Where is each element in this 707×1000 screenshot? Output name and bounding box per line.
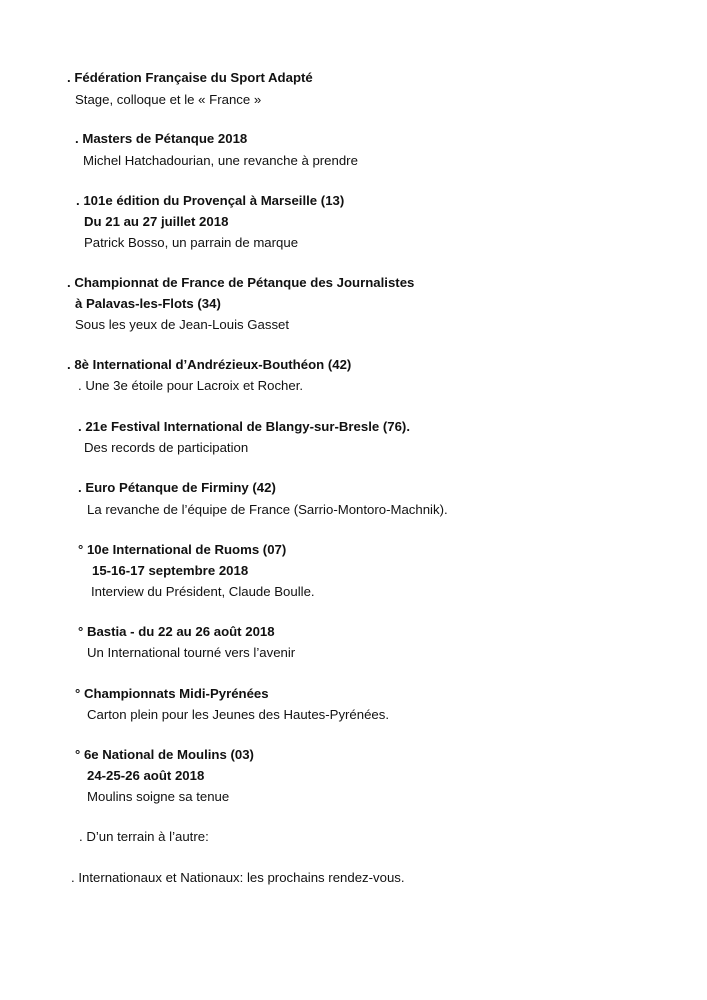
entry-description: Michel Hatchadourian, une revanche à prendre [83,153,358,168]
entry-description: Des records de participation [84,440,249,455]
entry-description: Carton plein pour les Jeunes des Hautes-Pyrénées. [87,707,390,722]
entry-description: Un International tourné vers l’avenir [87,645,296,660]
entry-description: Moulins soigne sa tenue [87,789,230,804]
section-heading: . Internationaux et Nationaux: les prochains rendez-vous. [71,870,405,885]
entry-title: . Championnat de France de Pétanque des Journalistes [67,275,415,290]
entry-description: . Une 3e étoile pour Lacroix et Rocher. [78,378,304,393]
entry-title: ° Championnats Midi-Pyrénées [75,686,269,701]
entry-dates: 15-16-17 septembre 2018 [92,563,249,578]
entry-title: . Masters de Pétanque 2018 [75,131,248,146]
entry-title: ° 10e International de Ruoms (07) [78,542,287,557]
entry-description: La revanche de l’équipe de France (Sarrio-Montoro-Machnik). [87,502,448,517]
entry-dates: 24-25-26 août 2018 [87,768,205,783]
entry-title: . 101e édition du Provençal à Marseille (13) [76,193,345,208]
entry-title-continued: à Palavas-les-Flots (34) [75,296,221,311]
entry-title: . 8è International d’Andrézieux-Bouthéon (42) [67,357,352,372]
entry-title: . Euro Pétanque de Firminy (42) [78,480,276,495]
entry-description: Patrick Bosso, un parrain de marque [84,235,299,250]
section-heading: . D’un terrain à l’autre: [79,829,209,844]
entry-description: Interview du Président, Claude Boulle. [91,584,315,599]
entry-title: . Fédération Française du Sport Adapté [67,70,313,85]
entry-description: Sous les yeux de Jean-Louis Gasset [75,317,290,332]
entry-dates: Du 21 au 27 juillet 2018 [84,214,229,229]
entry-title: ° 6e National de Moulins (03) [75,747,254,762]
entry-title: ° Bastia - du 22 au 26 août 2018 [78,624,275,639]
entry-description: Stage, colloque et le « France » [75,92,262,107]
entry-title: . 21e Festival International de Blangy-sur-Bresle (76). [78,419,410,434]
